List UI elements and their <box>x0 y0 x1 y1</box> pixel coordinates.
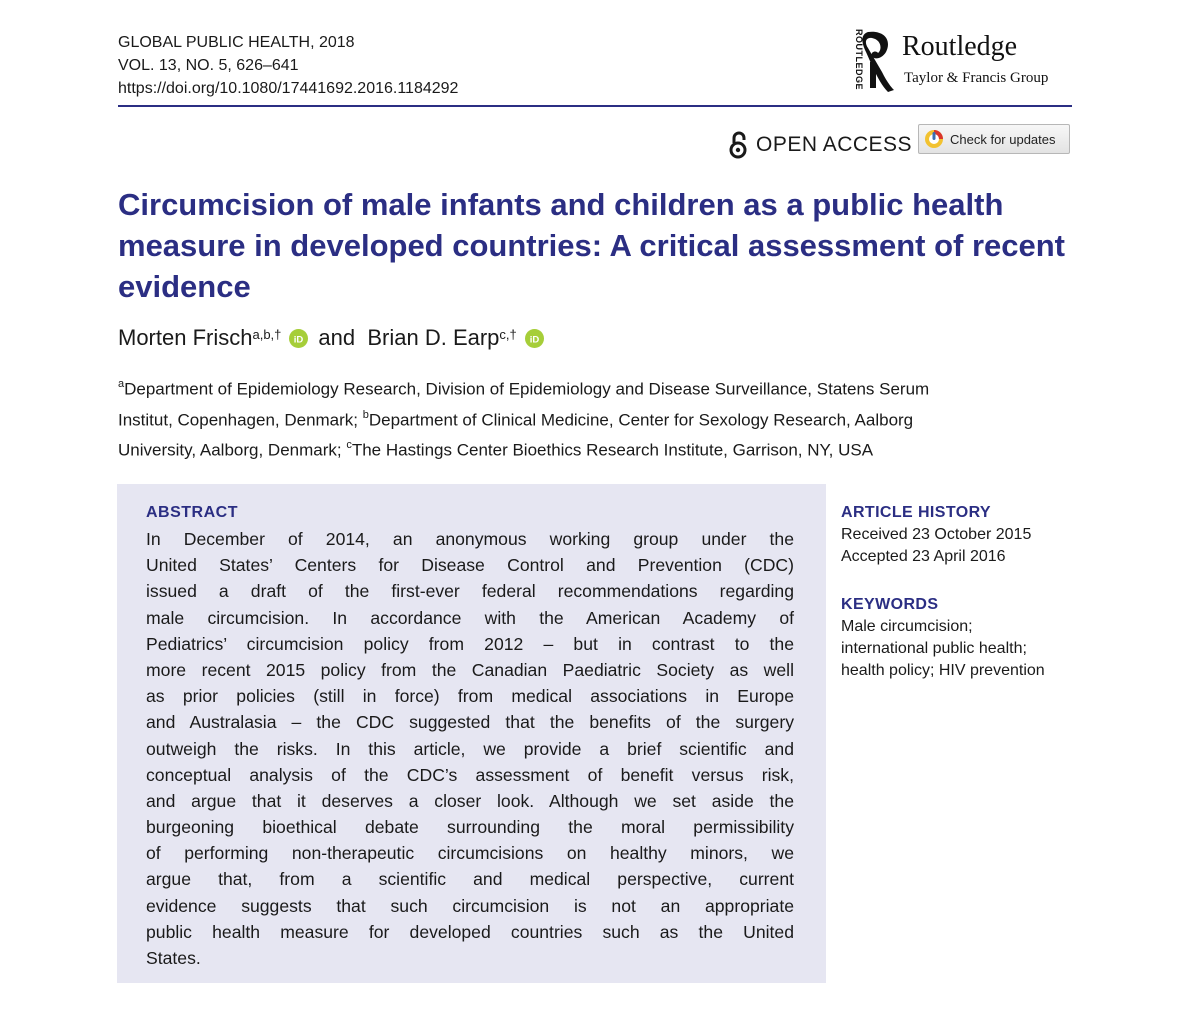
affiliation-text: Department of Clinical Medicine, Center for Sexology Research, Aalborg <box>368 410 914 430</box>
orcid-icon[interactable] <box>525 329 544 348</box>
article-history-heading: ARTICLE HISTORY <box>841 504 992 521</box>
accepted-date: Accepted 23 April 2016 <box>841 548 1006 565</box>
open-access-label <box>728 130 912 160</box>
publisher-vertical-text: ROUTLEDGE <box>854 29 864 91</box>
author-marks: a,b,† <box>252 327 282 342</box>
abstract-line: as prior policies (still in force) from medical associations in Europe <box>146 686 794 707</box>
svg-text:iD: iD <box>294 333 304 345</box>
check-for-updates-label: Check for updates <box>950 131 1056 147</box>
abstract-line: Pediatrics’ circumcision policy from 2012 – but in contrast to the <box>146 633 794 654</box>
open-access-text: OPEN ACCESS <box>756 133 913 156</box>
abstract-heading: ABSTRACT <box>146 504 238 521</box>
keywords-block <box>841 594 1081 682</box>
orcid-icon[interactable] <box>289 329 308 348</box>
affiliation-line <box>118 403 1078 434</box>
author-list <box>118 322 554 354</box>
abstract-line: and argue that it deserves a closer look. Although we set aside the <box>146 790 794 811</box>
abstract-line: male circumcision. In accordance with the American Academy of <box>146 607 794 628</box>
affiliation-line <box>118 433 1078 464</box>
journal-meta <box>118 31 458 100</box>
abstract-line: United States’ Centers for Disease Control and Prevention (CDC) <box>146 555 794 576</box>
abstract-line: burgeoning bioethical debate surrounding the moral permissibility <box>146 817 794 838</box>
keyword-line: Male circumcision; <box>841 618 973 635</box>
affiliation-text: Department of Epidemiology Research, Division of Epidemiology and Disease Surveillance, Statens Serum <box>124 379 930 399</box>
author-name[interactable]: Morten Frisch <box>118 325 253 350</box>
keywords-heading: KEYWORDS <box>841 596 939 613</box>
abstract-line: more recent 2015 policy from the Canadian Paediatric Society as well <box>146 659 794 680</box>
journal-doi[interactable]: https://doi.org/10.1080/17441692.2016.1184292 <box>118 80 459 97</box>
journal-name: GLOBAL PUBLIC HEALTH, 2018 <box>118 34 355 51</box>
affiliation-text: The Hastings Center Bioethics Research Institute, Garrison, NY, USA <box>351 440 874 460</box>
author-connector: and <box>318 325 356 350</box>
abstract-body <box>146 526 794 971</box>
author-marks: c,† <box>499 327 517 342</box>
affiliation-text: University, Aalborg, Denmark; <box>118 440 347 460</box>
abstract-line: and Australasia – the CDC suggested that the benefits of the surgery <box>146 712 794 733</box>
abstract-line: argue that, from a scientific and medical perspective, current <box>146 869 794 890</box>
journal-volume: VOL. 13, NO. 5, 626–641 <box>118 57 299 74</box>
affiliation-line <box>118 372 1078 403</box>
abstract-line: conceptual analysis of the CDC’s assessment of benefit versus risk, <box>146 764 794 785</box>
abstract-box <box>117 484 826 983</box>
svg-text:iD: iD <box>529 333 540 345</box>
affiliation-text: Institut, Copenhagen, Denmark; <box>118 410 363 430</box>
abstract-line: public health measure for developed countries such as the United <box>146 921 794 942</box>
affiliations <box>118 372 1078 464</box>
abstract-line: States. <box>146 948 201 968</box>
keyword-line: international public health; <box>841 640 1027 657</box>
article-title: Circumcision of male infants and children as a public health measure in developed countries: A critical assessment of recent evidence <box>118 187 1065 304</box>
affiliation-mark: a <box>118 378 125 390</box>
affiliation-mark: b <box>362 408 369 421</box>
abstract-line: outweigh the risks. In this article, we provide a brief scientific and <box>146 738 794 759</box>
abstract-line: In December of 2014, an anonymous working group under the <box>146 529 794 549</box>
abstract-line: evidence suggests that such circumcision is not an appropriate <box>146 895 794 916</box>
check-for-updates-icon <box>924 129 944 149</box>
abstract-line: issued a draft of the first-ever federal recommendations regarding <box>146 581 794 602</box>
publisher-logo <box>848 28 1078 98</box>
check-for-updates-button[interactable] <box>918 124 1070 154</box>
article-info-sidebar <box>841 502 1081 682</box>
affiliation-mark: c <box>346 439 352 452</box>
routledge-mark-icon <box>862 28 896 94</box>
received-date: Received 23 October 2015 <box>841 526 1032 543</box>
author-name[interactable]: Brian D. Earp <box>367 325 500 350</box>
publisher-group: Taylor & Francis Group <box>904 70 1049 86</box>
keyword-line: health policy; HIV prevention <box>841 662 1045 679</box>
open-lock-icon <box>728 131 748 159</box>
publisher-name: Routledge <box>902 31 1018 62</box>
header-divider <box>118 105 1072 107</box>
abstract-line: of performing non-therapeutic circumcisions on healthy minors, we <box>146 843 794 864</box>
